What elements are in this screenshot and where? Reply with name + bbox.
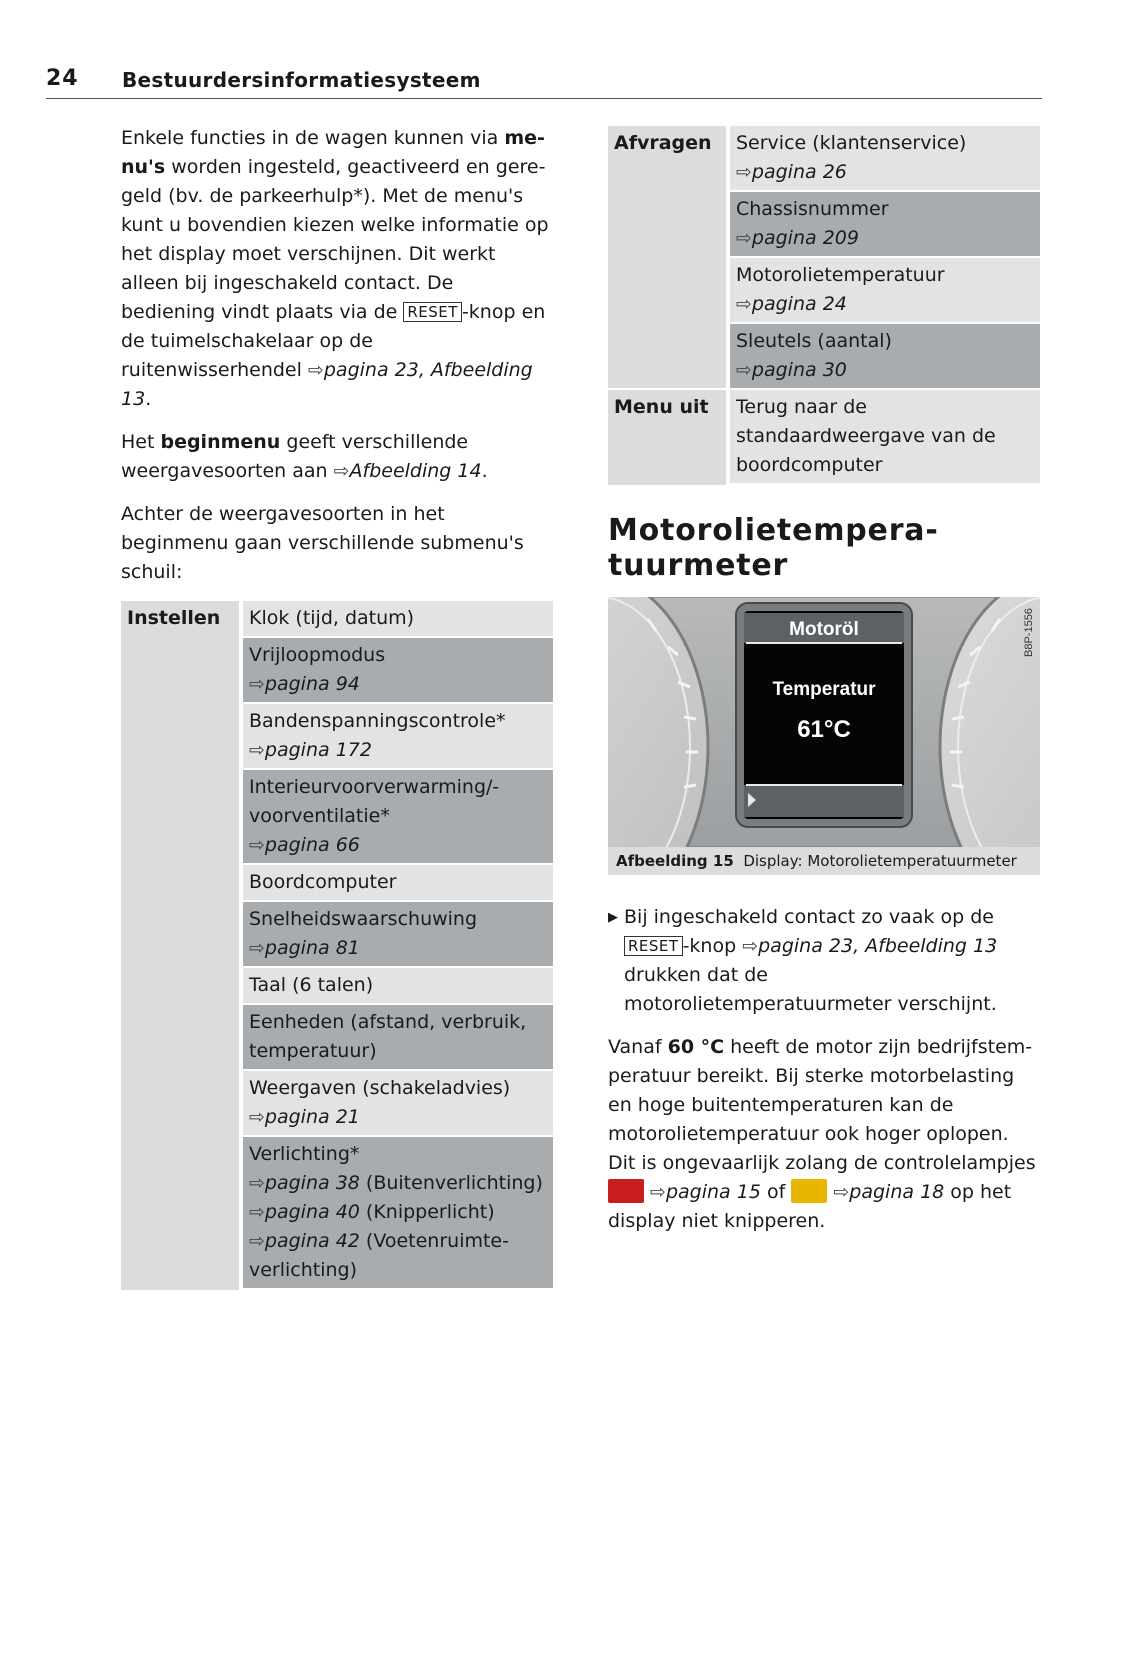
- figure-caption: [608, 847, 1040, 875]
- page-reference-link[interactable]: pagina 81: [264, 937, 360, 959]
- text: of: [760, 1181, 792, 1203]
- arrow-right-icon: ⇨: [742, 935, 759, 957]
- arrow-right-icon: ⇨: [833, 1181, 850, 1203]
- bold-temperature: 60 °C: [667, 1036, 725, 1058]
- page-reference-link[interactable]: pagina 18: [849, 1181, 945, 1203]
- page-header: [46, 64, 1042, 99]
- arrow-right-icon: ⇨: [249, 1201, 265, 1223]
- intro-paragraph: [121, 124, 553, 414]
- menu-item: [239, 601, 553, 638]
- menu-item: [239, 1005, 553, 1071]
- menu-label-afvragen: Afvragen: [608, 126, 726, 390]
- oil-pressure-warning-icon: [608, 1179, 644, 1203]
- menu-item-text: Motorolietemperatuur: [736, 264, 945, 286]
- menu-item-text: Sleutels (aantal): [736, 330, 892, 352]
- page-reference-link[interactable]: pagina 21: [264, 1106, 360, 1128]
- text: Bij ingeschakeld contact zo vaak op de: [624, 906, 994, 928]
- oil-level-warning-icon: [791, 1179, 827, 1203]
- text: .: [145, 388, 152, 410]
- menu-item-text: Klok (tijd, datum): [249, 607, 415, 629]
- instellen-menu-table: [121, 601, 553, 1290]
- menu-item-text: Verlichting*: [249, 1143, 360, 1165]
- reference-note: (Voetenruimteverlichting): [249, 1230, 509, 1281]
- menu-item: [726, 192, 1040, 258]
- caption-number: Afbeelding 15: [616, 852, 734, 870]
- center-display: [736, 603, 912, 827]
- page-reference-link[interactable]: pagina 23, Afbeelding 13: [758, 935, 998, 957]
- arrow-right-icon: ⇨: [249, 1172, 265, 1194]
- menu-item-text: Boordcomputer: [249, 871, 397, 893]
- left-column: [121, 124, 553, 1290]
- arrow-right-icon: ⇨: [650, 1181, 666, 1203]
- arrow-right-icon: ⇨: [249, 937, 265, 959]
- arrow-right-icon: ⇨: [249, 673, 265, 695]
- arrow-right-icon: ⇨: [736, 161, 752, 183]
- text: heeft de motor zijn bedrijfstemperatuur bereikt. Bij sterke motorbelasting en hoge buitentemperaturen kan de motorolietemperatuur ook hoger oplopen. Dit is ongevaarlijk zolang de controlelampjes: [608, 1036, 1036, 1174]
- page-reference-link[interactable]: pagina 26: [751, 161, 847, 183]
- figure-15: [608, 597, 1040, 875]
- menu-item-text: Taal (6 talen): [249, 974, 374, 996]
- reset-key-label: RESET: [624, 936, 683, 956]
- arrow-right-icon: ⇨: [736, 359, 752, 381]
- text: worden ingesteld, geactiveerd en geregeld (bv. de parkeerhulp*). Met de menu's kunt u bovendien kiezen welke informatie op het display moet verschijnen. Dit werkt alleen bij ingeschakeld contact. De bediening vindt plaats via de: [121, 156, 549, 323]
- menu-item: [239, 704, 553, 770]
- menu-item: [239, 968, 553, 1005]
- page-reference-link[interactable]: pagina 66: [264, 834, 360, 856]
- caption-text: Display: Motorolietemperatuurmeter: [743, 852, 1017, 870]
- menu-item: [239, 1137, 553, 1290]
- text: geeft verschillende weergavesoorten aan: [121, 431, 469, 482]
- bullet-triangle-icon: ▶: [608, 910, 618, 925]
- figure-code: B8P-1556: [1023, 608, 1035, 657]
- menu-item: [726, 258, 1040, 324]
- temperature-paragraph: [608, 1033, 1040, 1236]
- bold-term: menu's: [121, 127, 545, 178]
- table-row: [608, 390, 1040, 485]
- arrow-right-icon: ⇨: [736, 293, 752, 315]
- display-title: Motoröl: [789, 619, 859, 640]
- table-row: [121, 601, 553, 638]
- menu-label-menu-uit: Menu uit: [608, 390, 726, 485]
- page-reference-link[interactable]: pagina 38: [264, 1172, 360, 1194]
- page-reference-link[interactable]: pagina 40: [264, 1201, 360, 1223]
- page-reference-link[interactable]: pagina 23, Afbeelding 13: [121, 359, 533, 410]
- menu-item-text: Interieurvoorverwarming/-voorventilatie*: [249, 776, 500, 827]
- menu-item-text: Eenheden (afstand, verbruik, temperatuur): [249, 1011, 527, 1062]
- menu-item-text: Chassisnummer: [736, 198, 889, 220]
- page-number: 24: [46, 66, 79, 91]
- right-column: [608, 126, 1040, 1250]
- arrow-right-icon: ⇨: [249, 834, 265, 856]
- display-value: 61°C: [797, 716, 851, 743]
- display-label: Temperatur: [772, 679, 876, 700]
- afvragen-menu-table: [608, 126, 1040, 485]
- arrow-right-icon: ⇨: [249, 1230, 265, 1252]
- menu-item: [239, 865, 553, 902]
- page-reference-link[interactable]: pagina 24: [751, 293, 847, 315]
- menu-item: [239, 638, 553, 704]
- arrow-right-icon: ⇨: [333, 460, 350, 482]
- text: op het display niet knipperen.: [608, 1181, 1012, 1232]
- menu-label-instellen: Instellen: [121, 601, 239, 1290]
- menu-item: [726, 126, 1040, 192]
- beginmenu-paragraph: [121, 428, 553, 486]
- bold-term: beginmenu: [160, 431, 281, 453]
- text: drukken dat de motorolietemperatuurmeter verschijnt.: [624, 964, 997, 1015]
- page-reference-link[interactable]: pagina 209: [751, 227, 859, 249]
- menu-item-text: Service (klantenservice): [736, 132, 967, 154]
- menu-item-text: Bandenspanningscontrole*: [249, 710, 506, 732]
- chapter-title: Bestuurdersinformatiesysteem: [122, 68, 481, 92]
- arrow-right-icon: ⇨: [249, 739, 265, 761]
- arrow-right-icon: ⇨: [249, 1106, 265, 1128]
- figure-reference-link[interactable]: Afbeelding 14: [349, 460, 482, 482]
- page-reference-link[interactable]: pagina 42: [264, 1230, 360, 1252]
- menu-item-text: Weergaven (schakeladvies): [249, 1077, 511, 1099]
- instrument-display-illustration: [608, 597, 1040, 847]
- page-reference-link[interactable]: pagina 94: [264, 673, 360, 695]
- menu-item: [726, 324, 1040, 390]
- menu-item-text: Snelheidswaarschuwing: [249, 908, 478, 930]
- menu-item: [239, 1071, 553, 1137]
- text: -knop: [682, 935, 743, 957]
- text: Het: [121, 431, 161, 453]
- menu-item-text: Vrijloopmodus: [249, 644, 386, 666]
- table-row: [608, 126, 1040, 192]
- reference-note: (Knipperlicht): [359, 1201, 495, 1223]
- text: Vanaf: [608, 1036, 668, 1058]
- section-title: Motorolietemperatuurmeter: [608, 513, 938, 583]
- menu-item: [239, 902, 553, 968]
- reference-note: (Buitenverlichting): [359, 1172, 543, 1194]
- text: Enkele functies in de wagen kunnen via: [121, 127, 505, 149]
- page-reference-link[interactable]: pagina 172: [264, 739, 372, 761]
- submenu-intro-paragraph: Achter de weergavesoorten in het beginmenu gaan verschillende submenu's schuil:: [121, 503, 524, 583]
- menu-item: [239, 770, 553, 865]
- page-reference-link[interactable]: pagina 15: [665, 1181, 761, 1203]
- menu-item-text: Terug naar de standaardweergave van de boordcomputer: [736, 396, 996, 476]
- page-reference-link[interactable]: pagina 30: [751, 359, 847, 381]
- arrow-right-icon: ⇨: [307, 359, 324, 381]
- menu-item: [726, 390, 1040, 485]
- instruction-step: [608, 903, 1040, 1019]
- text: .: [481, 460, 488, 482]
- arrow-right-icon: ⇨: [736, 227, 752, 249]
- text: -knop en de tuimelschakelaar op de ruitenwisserhendel: [121, 301, 546, 381]
- reset-key-label: RESET: [403, 302, 462, 322]
